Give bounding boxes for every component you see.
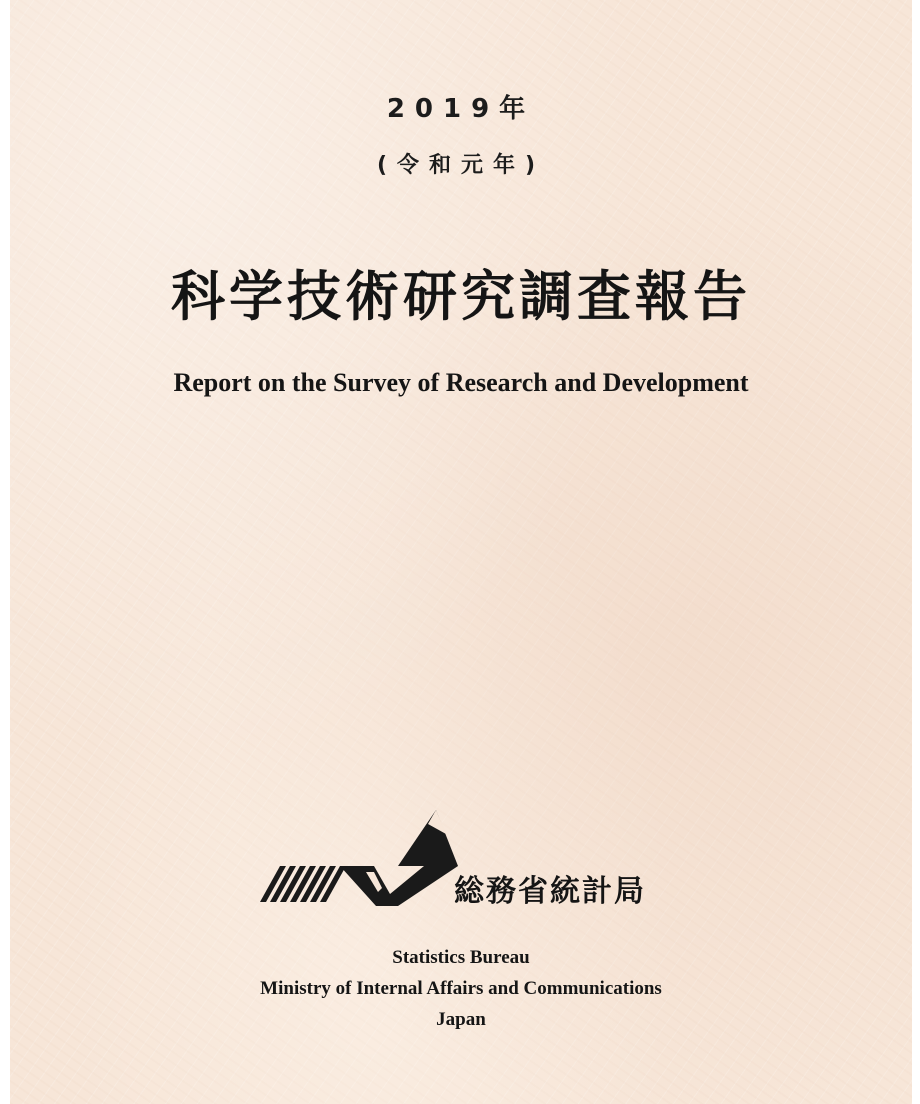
- era-year: (令和元年): [376, 153, 546, 178]
- title-japanese: 科学技術研究調査報告: [171, 265, 751, 328]
- publisher-country: Japan: [436, 1009, 486, 1030]
- publisher-block: [10, 942, 912, 1035]
- publisher-ministry: Ministry of Internal Affairs and Communications: [260, 978, 662, 999]
- report-cover: [10, 0, 912, 1104]
- organization-name-japanese: 総務省統計局: [454, 874, 646, 909]
- statistics-bureau-logo-icon: [248, 806, 468, 906]
- title-english: Report on the Survey of Research and Development: [173, 368, 749, 397]
- publication-year: 2019年: [386, 94, 536, 124]
- publisher-bureau: Statistics Bureau: [392, 947, 530, 968]
